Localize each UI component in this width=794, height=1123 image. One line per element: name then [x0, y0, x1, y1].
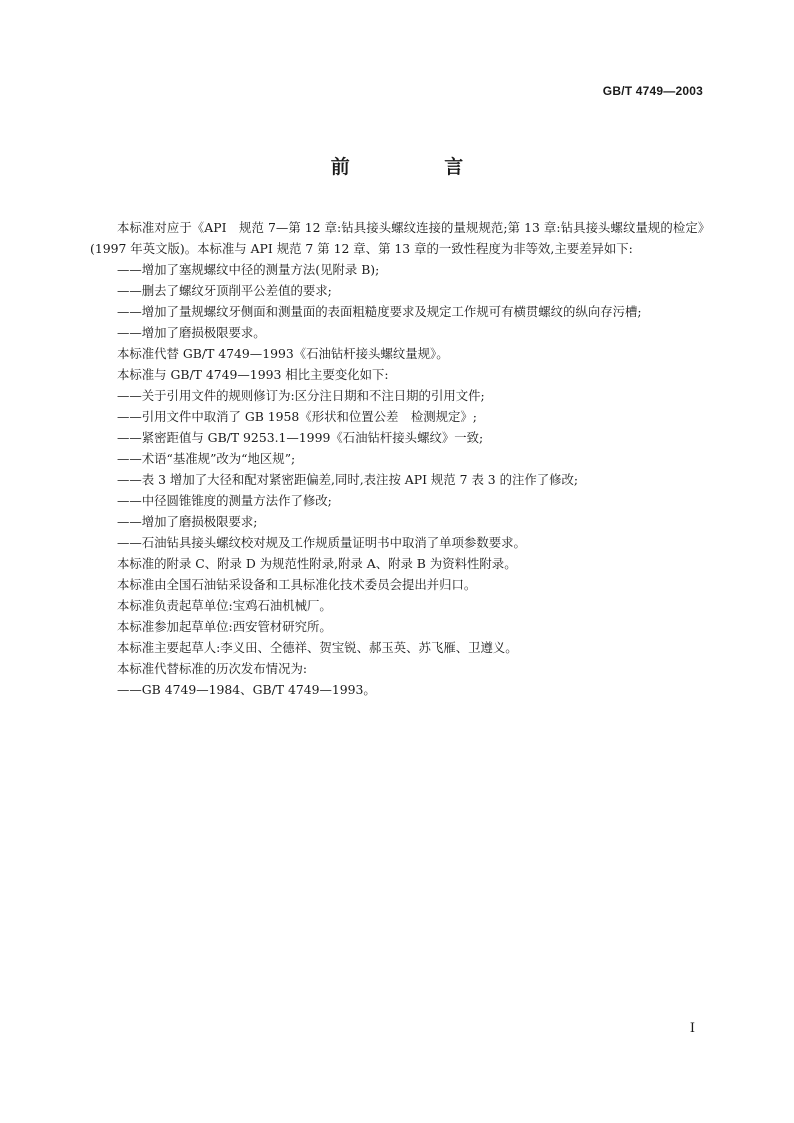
participating-unit-paragraph: 本标准参加起草单位:西安管材研究所。	[117, 619, 332, 634]
standard-code: GB/T 4749—2003	[602, 84, 703, 98]
changes-intro: 本标准与 GB/T 4749—1993 相比主要变化如下:	[117, 367, 389, 382]
page-number: I	[689, 1021, 695, 1036]
diff-item: ——增加了量规螺纹牙侧面和测量面的表面粗糙度要求及规定工作规可有横贯螺纹的纵向存污槽;	[117, 304, 642, 319]
change-item: ——紧密距值与 GB/T 9253.1—1999《石油钻杆接头螺纹》一致;	[117, 430, 484, 445]
replaces-paragraph: 本标准代替 GB/T 4749—1993《石油钻杆接头螺纹量规》。	[117, 346, 449, 361]
intro-paragraph: 本标准对应于《API 规范 7—第 12 章:钻具接头螺纹连接的量规规范;第 13 章:钻具接头螺纹量规的检定》(1997 年英文版)。本标准与 API 规范 7 第 12 章、第 13 章的一致性程度为非等效,主要差异如下:	[90, 220, 704, 256]
change-item: ——石油钻具接头螺纹校对规及工作规质量证明书中取消了单项参数要求。	[117, 535, 526, 550]
diff-item: ——增加了磨损极限要求。	[117, 325, 266, 340]
foreword-body	[90, 217, 704, 700]
drafters-paragraph: 本标准主要起草人:李义田、仝德祥、贺宝锐、郝玉英、苏飞雁、卫遵义。	[117, 640, 518, 655]
drafting-unit-paragraph: 本标准负责起草单位:宝鸡石油机械厂。	[117, 598, 332, 613]
change-item: ——引用文件中取消了 GB 1958《形状和位置公差 检测规定》;	[117, 409, 477, 424]
change-item: ——关于引用文件的规则修订为:区分注日期和不注日期的引用文件;	[117, 388, 485, 403]
page-title: 前 言	[330, 156, 508, 178]
history-item: ——GB 4749—1984、GB/T 4749—1993。	[117, 682, 376, 697]
change-item: ——术语“基准规”改为“地区规”;	[117, 451, 296, 466]
proposed-by-paragraph: 本标准由全国石油钻采设备和工具标准化技术委员会提出并归口。	[117, 577, 477, 592]
appendix-paragraph: 本标准的附录 C、附录 D 为规范性附录,附录 A、附录 B 为资料性附录。	[117, 556, 517, 571]
history-intro: 本标准代替标准的历次发布情况为:	[117, 661, 308, 676]
change-item: ——增加了磨损极限要求;	[117, 514, 258, 529]
diff-item: ——增加了塞规螺纹中径的测量方法(见附录 B);	[117, 262, 380, 277]
diff-item: ——删去了螺纹牙顶削平公差值的要求;	[117, 283, 332, 298]
change-item: ——中径圆锥锥度的测量方法作了修改;	[117, 493, 332, 508]
change-item: ——表 3 增加了大径和配对紧密距偏差,同时,表注按 API 规范 7 表 3 的注作了修改;	[117, 472, 579, 487]
